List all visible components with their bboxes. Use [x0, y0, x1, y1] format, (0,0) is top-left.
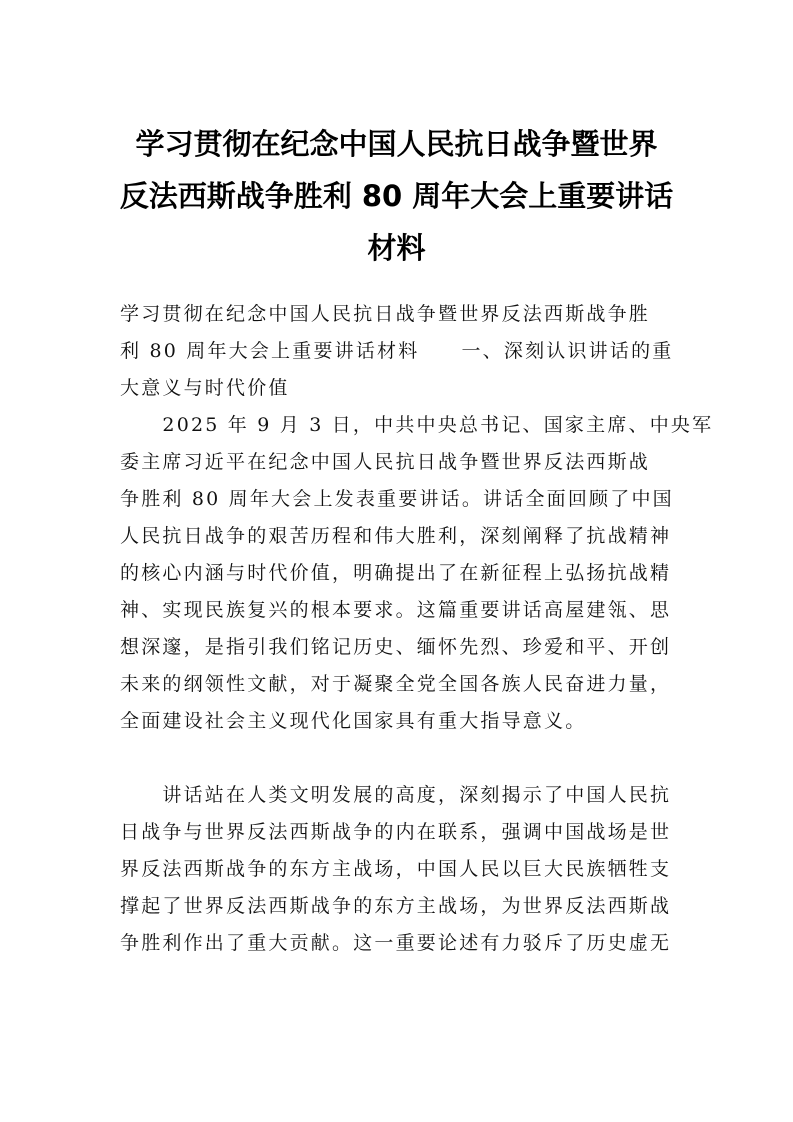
text-line: 2025 年 9 月 3 日，中共中央总书记、国家主席、中央军 — [120, 414, 714, 436]
text-line: 大意义与时代价值 — [120, 377, 290, 399]
text-line: 争胜利 80 周年大会上发表重要讲话。讲话全面回顾了中国 — [120, 488, 674, 510]
text-line: 未来的纲领性文献，对于凝聚全党全国各族人民奋进力量， — [120, 673, 672, 695]
text-line: 撑起了世界反法西斯战争的东方主战场，为世界反法西斯战 — [120, 895, 672, 917]
title-line: 材料 — [367, 231, 426, 265]
paragraph-intro — [120, 296, 675, 407]
text-line: 讲话站在人类文明发展的高度，深刻揭示了中国人民抗 — [120, 784, 672, 806]
text-line: 神、实现民族复兴的根本要求。这篇重要讲话高屋建瓴、思 — [120, 599, 672, 621]
title-line: 学习贯彻在纪念中国人民抗日战争暨世界 — [135, 127, 658, 161]
text-line: 学习贯彻在纪念中国人民抗日战争暨世界反法西斯战争胜 — [120, 303, 651, 325]
text-line: 日战争与世界反法西斯战争的内在联系，强调中国战场是世 — [120, 821, 672, 843]
text-line — [120, 333, 675, 370]
paragraph-2 — [120, 777, 675, 962]
text-segment: 利 80 周年大会上重要讲话材料 — [120, 340, 420, 362]
text-line: 的核心内涵与时代价值，明确提出了在新征程上弘扬抗战精 — [120, 562, 672, 584]
text-line: 争胜利作出了重大贡献。这一重要论述有力驳斥了历史虚无 — [120, 932, 672, 954]
section-heading: 一、深刻认识讲话的重 — [461, 340, 674, 362]
text-line: 想深邃，是指引我们铭记历史、缅怀先烈、珍爱和平、开创 — [120, 636, 672, 658]
text-line: 人民抗日战争的艰苦历程和伟大胜利，深刻阐释了抗战精神 — [120, 525, 672, 547]
text-line: 界反法西斯战争的东方主战场，中国人民以巨大民族牺牲支 — [120, 858, 672, 880]
title-line: 反法西斯战争胜利 80 周年大会上重要讲话 — [119, 179, 674, 213]
document-title — [100, 118, 693, 274]
text-line: 全面建设社会主义现代化国家具有重大指导意义。 — [120, 710, 587, 732]
text-line: 委主席习近平在纪念中国人民抗日战争暨世界反法西斯战 — [120, 451, 651, 473]
paragraph-1 — [120, 407, 714, 740]
